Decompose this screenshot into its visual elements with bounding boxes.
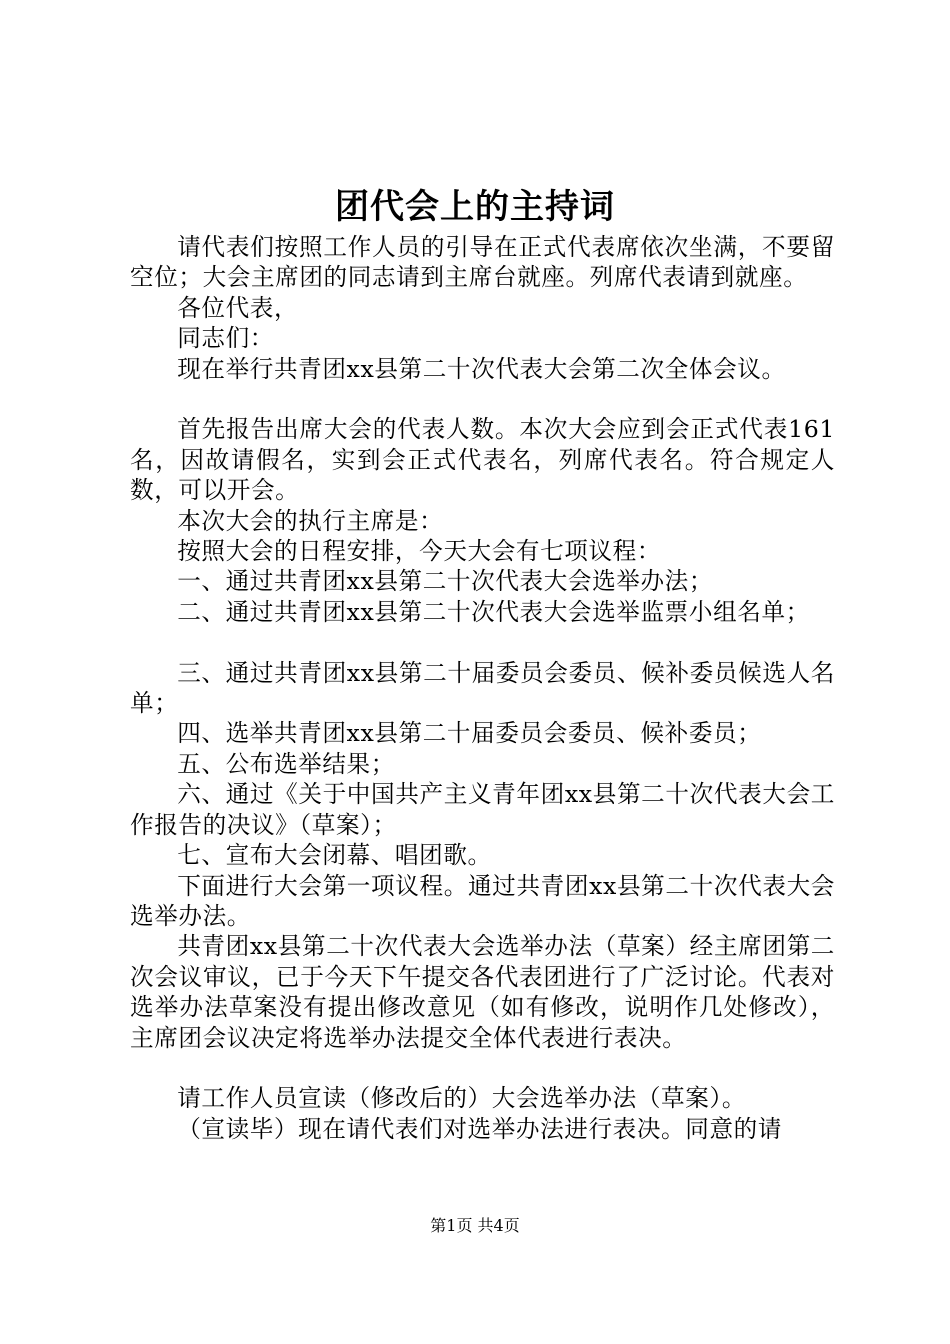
paragraph-vote-call: （宣读毕）现在请代表们对选举办法进行表决。同意的请 [177, 1114, 783, 1143]
agenda-item-7: 七、宣布大会闭幕、唱团歌。 [177, 841, 492, 870]
paragraph-read-method: 请工作人员宣读（修改后的）大会选举办法（草案）。 [177, 1084, 747, 1113]
document-body [130, 232, 835, 1144]
agenda-item-1: 一、通过共青团xx县第二十次代表大会选举办法； [177, 567, 714, 596]
paragraph-election-method-review: 共青团xx县第二十次代表大会选举办法（草案）经主席团第二次会议审议，已于今天下午提交各代表团进行了广泛讨论。代表对选举办法草案没有提出修改意见（如有修改，说明作几处修改），主席团会议决定将选举办法提交全体代表进行表决。 [130, 932, 835, 1052]
agenda-item-6: 六、通过《关于中国共产主义青年团xx县第二十次代表大会工作报告的决议》（草案）； [130, 780, 835, 839]
agenda-item-4: 四、选举共青团xx县第二十届委员会委员、候补委员； [177, 719, 762, 748]
paragraph-greeting-delegates: 各位代表， [177, 293, 299, 322]
agenda-item-5: 五、公布选举结果； [177, 749, 395, 778]
paragraph-seating-instructions: 请代表们按照工作人员的引导在正式代表席依次坐满，不要留空位；大会主席团的同志请到主席台就座。列席代表请到就座。 [130, 233, 835, 292]
paragraph-first-item: 下面进行大会第一项议程。通过共青团xx县第二十次代表大会选举办法。 [130, 871, 835, 930]
agenda-item-3: 三、通过共青团xx县第二十届委员会委员、候补委员候选人名单； [130, 658, 835, 718]
paragraph-agenda-intro: 按照大会的日程安排，今天大会有七项议程： [177, 537, 662, 566]
paragraph-executive-chair: 本次大会的执行主席是： [177, 506, 444, 535]
paragraph-greeting-comrades: 同志们： [177, 324, 274, 353]
paragraph-attendance-report: 首先报告出席大会的代表人数。本次大会应到会正式代表161名，因故请假名，实到会正式代表名，列席代表名。符合规定人数，可以开会。 [130, 415, 835, 505]
page-footer: 第1页 共4页 [430, 1216, 520, 1235]
document-title: 团代会上的主持词 [335, 187, 615, 227]
paragraph-meeting-opening: 现在举行共青团xx县第二十次代表大会第二次全体会议。 [177, 354, 786, 383]
agenda-item-2: 二、通过共青团xx县第二十次代表大会选举监票小组名单； [177, 597, 810, 626]
